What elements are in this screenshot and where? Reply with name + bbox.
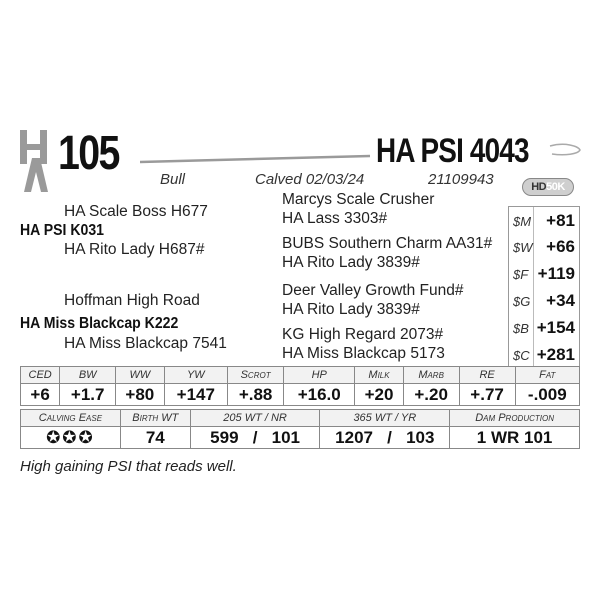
epd-header: WW (116, 367, 164, 384)
pedigree-right-3: BUBS Southern Charm AA31# (282, 235, 493, 252)
index-value: +281 (536, 345, 575, 364)
performance-header-row (21, 410, 580, 427)
index-label: $B (513, 321, 529, 336)
epd-value-row (21, 384, 580, 406)
sire-dam: HA Rito Lady H687# (64, 241, 205, 258)
index-row (509, 261, 579, 287)
dam-sire: Hoffman High Road (64, 292, 200, 309)
hd50k-badge: HD50K (522, 178, 574, 196)
epd-value: +.20 (403, 384, 459, 406)
calved-date: Calved 02/03/24 (255, 171, 365, 188)
epd-header: RE (459, 367, 515, 384)
index-row (509, 234, 579, 260)
sex-label: Bull (160, 171, 186, 188)
animal-name: HA PSI 4043 (376, 132, 529, 170)
index-value: +119 (537, 264, 575, 283)
dam: HA Miss Blackcap K222 (20, 315, 179, 332)
index-label: $C (513, 348, 530, 363)
registration-number: 21109943 (428, 171, 494, 188)
epd-header: HP (284, 367, 355, 384)
epd-header: CED (21, 367, 60, 384)
index-row (509, 315, 579, 341)
epd-header: Marb (403, 367, 459, 384)
wt365-separator: / (387, 427, 392, 447)
performance-table (20, 409, 580, 449)
calving-ease-stars: ✪✪✪ (21, 427, 121, 449)
dam-dam: HA Miss Blackcap 7541 (64, 335, 227, 352)
lot-note: High gaining PSI that reads well. (20, 458, 237, 475)
epd-table (20, 366, 580, 406)
dam-production-value: 1 WR 101 (450, 427, 580, 449)
index-label: $M (513, 214, 532, 229)
ha-logo-icon (18, 130, 62, 192)
lot-number: 105 (58, 127, 119, 180)
epd-header-row (21, 367, 580, 384)
sire: HA PSI K031 (20, 222, 104, 239)
wt365-value (320, 427, 450, 449)
dam-production-header: Dam Production (450, 410, 580, 427)
epd-value: +16.0 (284, 384, 355, 406)
epd-value: +1.7 (60, 384, 116, 406)
pedigree-right-1: Marcys Scale Crusher (282, 191, 435, 208)
epd-value: +.77 (459, 384, 515, 406)
pedigree-right-2: HA Lass 3303# (282, 210, 388, 227)
calving-ease-header: Calving Ease (21, 410, 121, 427)
wt365-weight: 1207 (335, 427, 373, 447)
sire-sire: HA Scale Boss H677 (64, 203, 208, 220)
wt205-weight: 599 (210, 427, 239, 447)
index-row (509, 342, 579, 368)
index-value: +34 (546, 291, 575, 310)
epd-value: +147 (164, 384, 228, 406)
epd-value: +20 (355, 384, 403, 406)
wt365-ratio: 103 (406, 427, 435, 447)
epd-value: +80 (116, 384, 164, 406)
epd-value: -.009 (515, 384, 579, 406)
epd-header: Fat (515, 367, 579, 384)
pedigree-right-5: Deer Valley Growth Fund# (282, 282, 464, 299)
epd-header: YW (164, 367, 228, 384)
index-value: +81 (546, 211, 575, 230)
index-row (509, 208, 579, 234)
dollar-index-box (508, 206, 580, 368)
pedigree-right-7: KG High Regard 2073# (282, 326, 444, 343)
pedigree-right-4: HA Rito Lady 3839# (282, 254, 420, 271)
performance-value-row (21, 427, 580, 449)
index-value: +66 (546, 237, 575, 256)
pedigree-right-6: HA Rito Lady 3839# (282, 301, 420, 318)
epd-value: +6 (21, 384, 60, 406)
index-label: $W (513, 240, 533, 255)
wt205-separator: / (252, 427, 258, 447)
epd-header: Scrot (228, 367, 284, 384)
epd-header: Milk (355, 367, 403, 384)
wt205-value (190, 427, 320, 449)
wt365-header: 365 WT / YR (320, 410, 450, 427)
pedigree-right-8: HA Miss Blackcap 5173 (282, 345, 445, 362)
wt205-header: 205 WT / NR (190, 410, 320, 427)
index-row (509, 288, 579, 314)
epd-value: +.88 (228, 384, 284, 406)
birth-wt-value: 74 (120, 427, 190, 449)
index-label: $G (513, 294, 531, 309)
epd-header: BW (60, 367, 116, 384)
wt205-ratio: 101 (271, 427, 300, 447)
birth-wt-header: Birth WT (120, 410, 190, 427)
index-value: +154 (536, 318, 575, 337)
index-label: $F (513, 267, 529, 282)
